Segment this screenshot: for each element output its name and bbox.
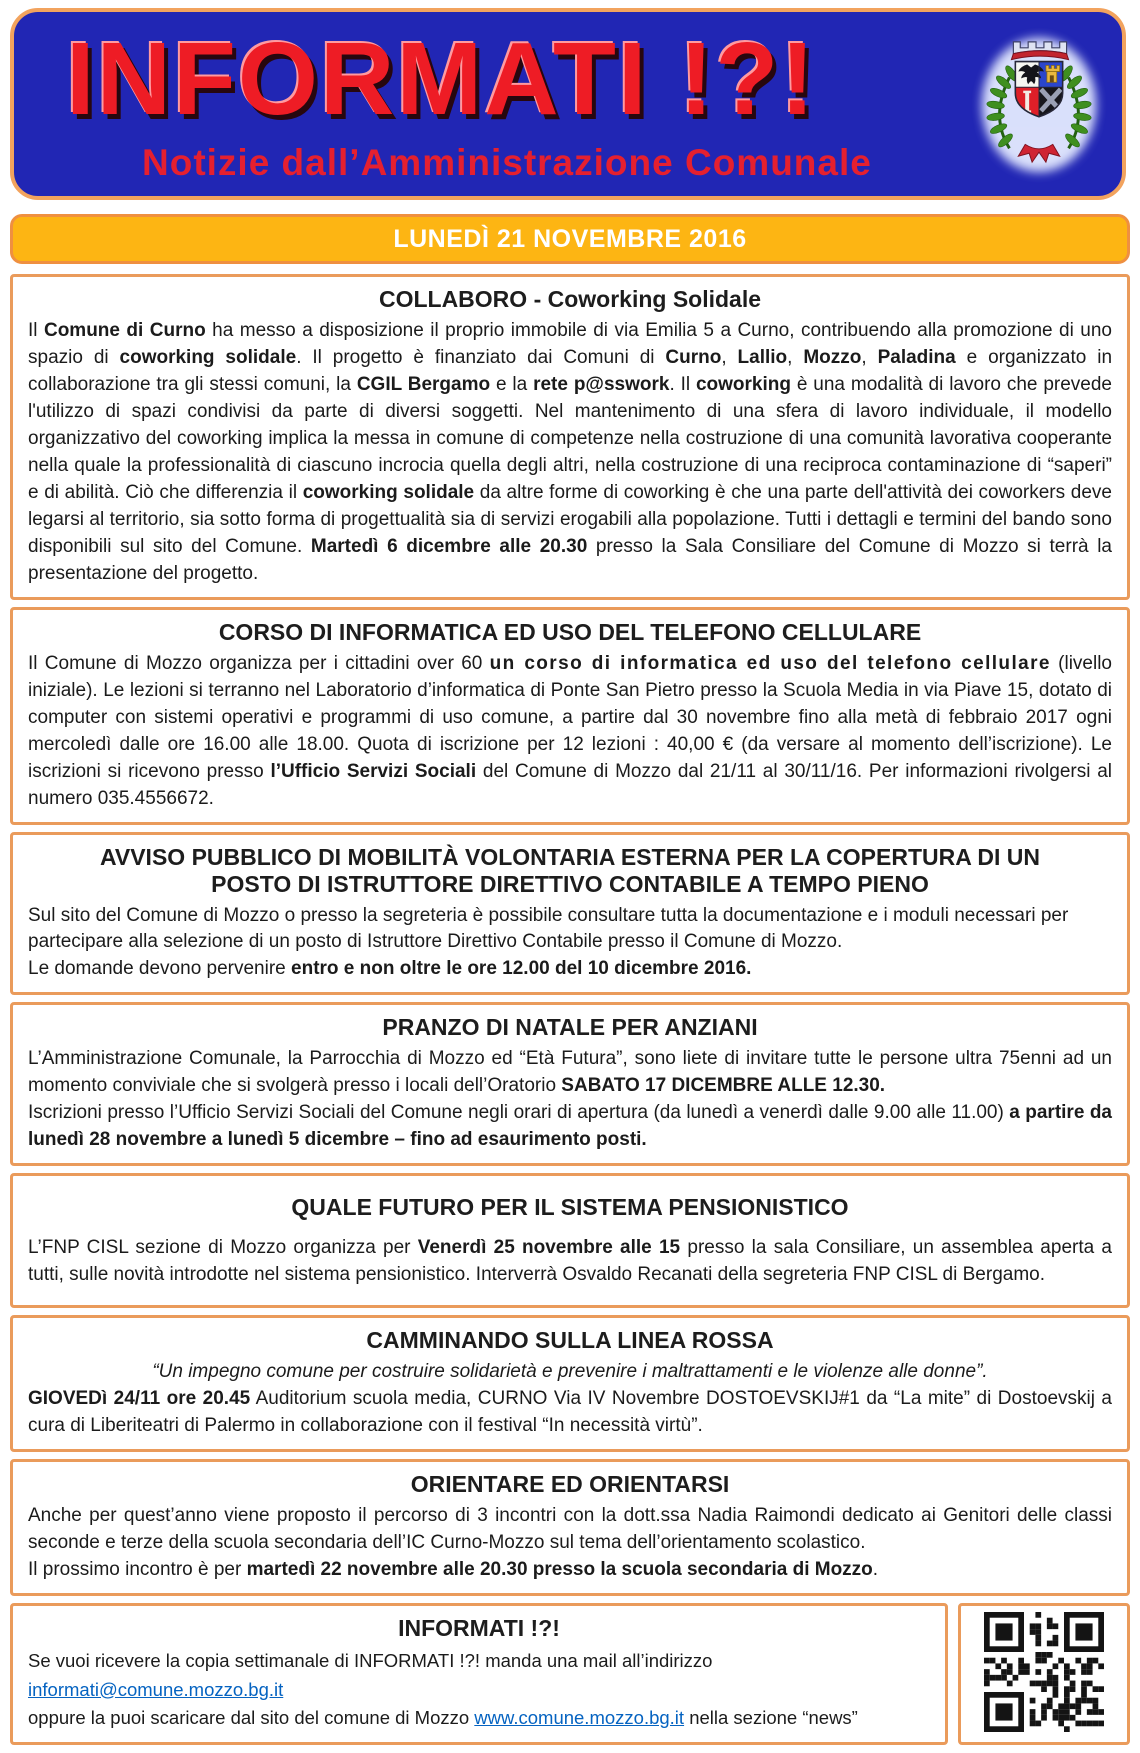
- text-run: Il Comune di Mozzo organizza per i cittadini over 60: [28, 652, 490, 674]
- section-avviso-mobilita: [10, 832, 1130, 996]
- paragraph: [28, 1386, 1112, 1440]
- text-run: a partire da lunedì 28 novembre a lunedì 5 dicembre – fino ad esaurimento posti.: [28, 1102, 1112, 1151]
- paragraph: [28, 903, 1112, 957]
- text-run: presso la sala Consiliare, un assemblea aperta a tutti, sulle novità introdotte nel sistema pensionistico. Interverrà Osvaldo Recanati della segreteria FNP CISL di Bergamo.: [28, 1237, 1112, 1286]
- paragraph: [28, 1557, 1112, 1584]
- section-body: [28, 651, 1112, 813]
- section-orientare: [10, 1459, 1130, 1596]
- text-run: ,: [787, 346, 804, 368]
- paragraph: [28, 318, 1112, 588]
- masthead: [10, 8, 1126, 200]
- text-run: L’FNP CISL sezione di Mozzo organizza per: [28, 1237, 418, 1259]
- paragraph: [28, 1046, 1112, 1100]
- text-run: Auditorium scuola media, CURNO Via IV Novembre DOSTOEVSKIJ#1 da “La mite” di Dostoevskij a cura di Liberiteatri di Palermo in collaborazione con il festival “In necessità virtù”.: [28, 1388, 1112, 1437]
- text-run: coworking solidale: [119, 346, 297, 368]
- text-run: . Il: [669, 373, 696, 395]
- section-linea-rossa: [10, 1315, 1130, 1452]
- paragraph: [28, 1359, 1112, 1386]
- section-collaboro: [10, 274, 1130, 600]
- text-run: rete p@sswork: [533, 373, 670, 395]
- text-run: Sul sito del Comune di Mozzo o presso la segreteria è possibile consultare tutta la documentazione e i moduli necessari per partecipare alla selezione di un posto di Istruttore Direttivo Contabile presso il Comune di Mozzo.: [28, 904, 1069, 953]
- paragraph: [28, 956, 1112, 983]
- text-run: e la: [490, 373, 534, 395]
- text-run: Il prossimo incontro è per: [28, 1559, 247, 1581]
- text-run: oppure la puoi scaricare dal sito del comune di Mozzo: [28, 1707, 475, 1729]
- hyperlink[interactable]: www.comune.mozzo.bg.it: [474, 1707, 685, 1729]
- text-run: Le domande devono pervenire: [28, 958, 292, 980]
- text-run: GIOVEDì 24/11 ore 20.45: [28, 1388, 251, 1410]
- text-run: l’Ufficio Servizi Sociali: [270, 760, 477, 782]
- text-run: coworking: [695, 373, 791, 395]
- text-run: Martedì 6 dicembre alle 20.30: [310, 535, 588, 557]
- text-run: Paladina: [877, 346, 956, 368]
- paragraph: [28, 1100, 1112, 1154]
- section-body: [28, 1359, 1112, 1440]
- paragraph: [28, 1503, 1112, 1557]
- text-run: “Un impegno comune per costruire solidarietà e prevenire i maltrattamenti e le violenze alle donne”.: [152, 1361, 988, 1383]
- text-run: Se vuoi ricevere la copia settimanale di INFORMATI !?! manda una mail all’indirizzo: [28, 1650, 713, 1672]
- paragraph: [28, 1235, 1112, 1289]
- section-body: [28, 903, 1112, 984]
- section-title: AVVISO PUBBLICO DI MOBILITÀ VOLONTARIA ESTERNA PER LA COPERTURA DI UN POSTO DI ISTRUTTORE DIRETTIVO CONTABILE A TEMPO PIENO: [99, 843, 1041, 897]
- text-run: Lallio: [737, 346, 788, 368]
- section-corso-informatica: [10, 607, 1130, 825]
- section-informati-footer: [10, 1603, 948, 1745]
- qr-code-icon: [984, 1612, 1104, 1732]
- text-run: CGIL Bergamo: [356, 373, 491, 395]
- date-banner: [10, 214, 1130, 264]
- text-run: ha messo a disposizione il proprio immobile di via Emilia 5 a Curno, contribuendo alla promozione di uno spazio di: [28, 320, 1112, 368]
- text-run: presso la Sala Consiliare del Comune di Mozzo si terrà la presentazione del progetto.: [28, 535, 1113, 584]
- text-run: coworking solidale: [302, 481, 475, 503]
- text-run: Curno: [665, 346, 722, 368]
- section-body: [28, 1503, 1112, 1584]
- paragraph: [28, 1704, 930, 1733]
- qr-box: [958, 1603, 1130, 1745]
- text-run: . Il progetto è finanziato dai Comuni di: [296, 346, 666, 368]
- text-run: (livello iniziale). Le lezioni si terranno nel Laboratorio d’informatica di Ponte San Pietro presso la Scuola Media in via Piave 15, dotato di computer con sistemi operativi e programmi di uso comune, a partire dal 30 novembre fino alla metà di febbraio 2017 ogni mercoledì dalle ore 16.00 alle 18.00. Quota di iscrizione per 12 lezioni : 40,00 € (da versare al momento dell’iscrizione). Le iscrizioni si ricevono presso: [28, 652, 1113, 782]
- text-run: Venerdì 25 novembre alle 15: [417, 1237, 681, 1259]
- section-title: COLLABORO - Coworking Solidale: [378, 286, 762, 312]
- footer-title: INFORMATI !?!: [398, 1615, 560, 1642]
- text-run: Il: [28, 320, 44, 341]
- text-run: Anche per quest’anno viene proposto il percorso di 3 incontri con la dott.ssa Nadia Raimondi dedicato ai Genitori delle classi seconde e terze della scuola secondaria dell’IC Curno-Mozzo sul tema dell’orientamento scolastico.: [28, 1505, 1112, 1554]
- hyperlink[interactable]: informati@comune.mozzo.bg.it: [28, 1678, 284, 1700]
- text-run: .: [872, 1559, 879, 1581]
- text-run: è una modalità di lavoro che prevede l'utilizzo di spazi condivisi da parte di diversi soggetti. Nel mantenimento di una sfera di lavoro individuale, il modello organizzativo del coworking implica la messa in comune di competenze nella costruzione di una comunità lavorativa cooperante nella quale la professionalità di ciascuno incrocia quella degli altri, nella costruzione di una reciproca contaminazione di “saperi” e di abilità. Ciò che differenzia il: [28, 373, 1113, 503]
- section-title: PRANZO DI NATALE PER ANZIANI: [382, 1014, 758, 1041]
- newsletter-subtitle: Notizie dall’Amministrazione Comunale: [142, 142, 872, 183]
- text-run: entro e non oltre le ore 12.00 del 10 dicembre 2016.: [291, 958, 752, 980]
- section-title: ORIENTARE ED ORIENTARSI: [410, 1471, 730, 1498]
- text-run: del Comune di Mozzo dal 21/11 al 30/11/16. Per informazioni rivolgersi al numero 035.4556672.: [28, 760, 1113, 809]
- text-run: ,: [721, 346, 738, 368]
- paragraph: [28, 1647, 930, 1704]
- text-run: da altre forme di coworking è che una parte dell'attività dei coworkers deve legarsi al territorio, sia sotto forma di progettualità sia di servizi erogabili alla popolazione. Tutti i dettagli e termini del bando sono disponibili sul sito del Comune.: [28, 481, 1112, 557]
- paragraph: [28, 651, 1112, 813]
- text-run: e organizzato in collaborazione tra gli stessi comuni, la: [28, 346, 1113, 395]
- text-run: L’Amministrazione Comunale, la Parrocchia di Mozzo ed “Età Futura”, sono liete di invitare tutte le persone ultra 75enni ad un momento conviviale che si svolgerà presso i locali dell’Oratorio: [28, 1048, 1112, 1097]
- section-body: [28, 1046, 1112, 1154]
- section-body: [28, 318, 1112, 588]
- text-run: ,: [861, 346, 878, 368]
- text-run: Comune di Curno: [43, 320, 206, 341]
- section-title: CORSO DI INFORMATICA ED USO DEL TELEFONO CELLULARE: [218, 618, 922, 645]
- section-title: QUALE FUTURO PER IL SISTEMA PENSIONISTICO: [291, 1194, 849, 1221]
- section-pranzo-natale: [10, 1002, 1130, 1166]
- date-banner-label: LUNEDÌ 21 NOVEMBRE 2016: [393, 224, 747, 253]
- text-run: Mozzo: [803, 346, 862, 368]
- text-run: nella sezione “news”: [684, 1707, 858, 1729]
- newsletter-title: INFORMATI !?!: [66, 21, 817, 136]
- section-title: CAMMINANDO SULLA LINEA ROSSA: [366, 1327, 774, 1354]
- text-run: Iscrizioni presso l’Ufficio Servizi Sociali del Comune negli orari di apertura (da lunedì a venerdì dalle 9.00 alle 11.00): [28, 1102, 1010, 1124]
- text-run: un corso di informatica ed uso del telefono cellulare: [489, 652, 1051, 674]
- municipal-coat-of-arms-icon: [970, 16, 1108, 188]
- footer-row: [10, 1603, 1130, 1745]
- text-run: SABATO 17 DICEMBRE ALLE 12.30.: [561, 1075, 886, 1097]
- text-run: martedì 22 novembre alle 20.30 presso la scuola secondaria di Mozzo: [246, 1559, 873, 1581]
- section-body: [28, 1235, 1112, 1289]
- section-sistema-pensionistico: [10, 1173, 1130, 1308]
- footer-body: [28, 1647, 930, 1733]
